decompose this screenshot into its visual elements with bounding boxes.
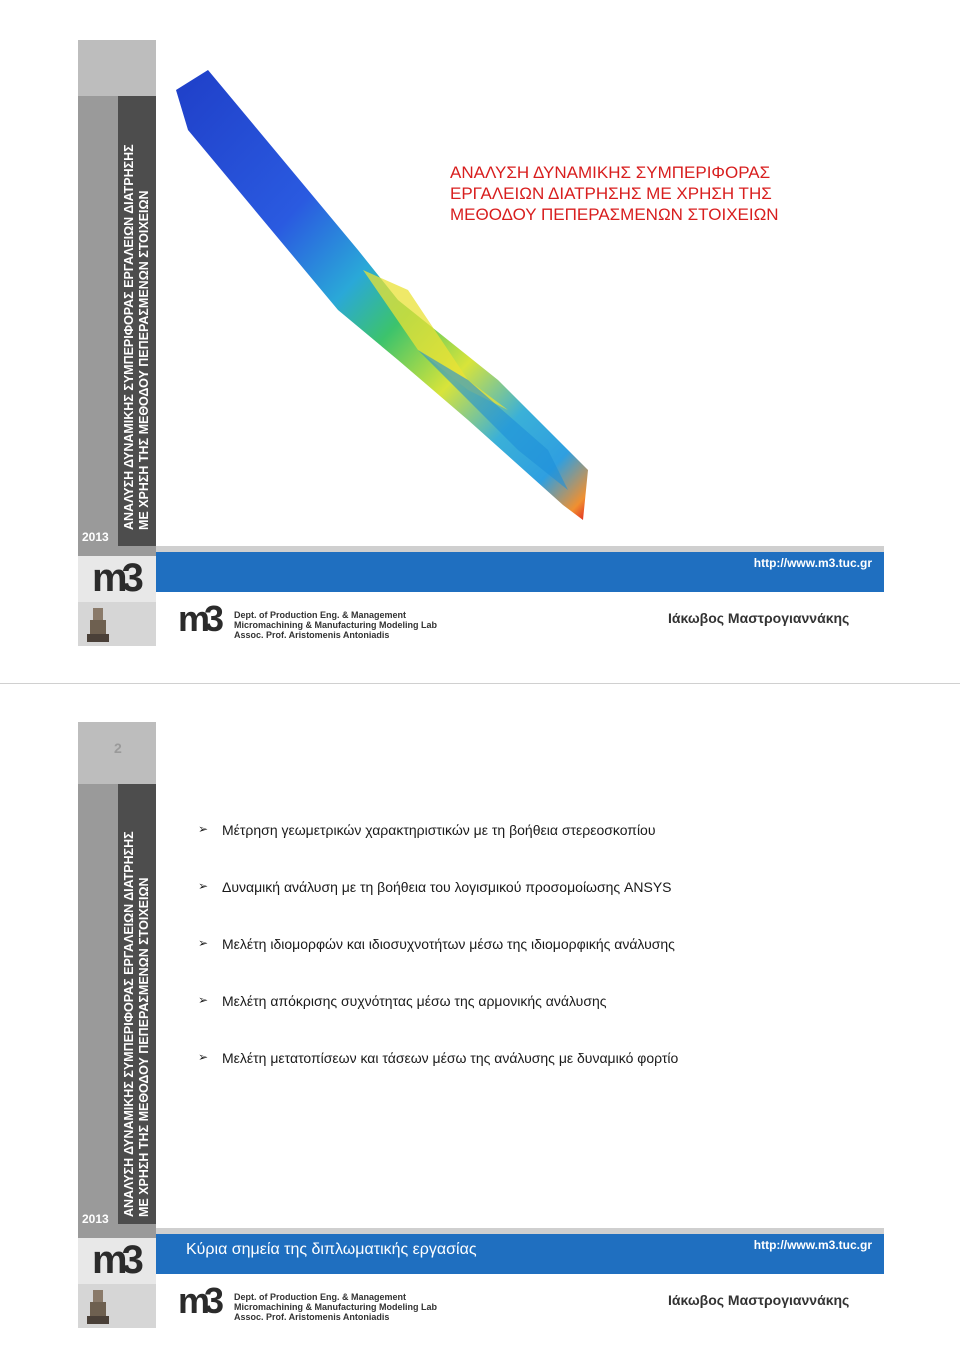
- vertical-title: [122, 144, 152, 530]
- sidebar-top-block: [78, 40, 156, 96]
- slide-number: 2: [114, 740, 122, 756]
- arrow-bullet-icon: ➢: [198, 822, 209, 836]
- author-name: Ιάκωβος Μαστρογιαννάκης: [668, 610, 850, 626]
- website-link[interactable]: http://www.m3.tuc.gr: [753, 556, 872, 570]
- vertical-title-line-2: ΜΕ ΧΡΗΣΗ ΤΗΣ ΜΕΘΟΔΟΥ ΠΕΠΕΡΑΣΜΕΝΩΝ ΣΤΟΙΧΕΙΩΝ: [137, 190, 151, 530]
- bullet-text: Μελέτη απόκρισης συχνότητας μέσω της αρμονικής ανάλυσης: [222, 993, 607, 1009]
- m3-logo-text: m3: [92, 1238, 138, 1282]
- dept-line-2: Micromachining & Manufacturing Modeling Lab: [234, 1302, 438, 1312]
- m3-logo: [92, 556, 138, 601]
- drill-fea-image: [168, 50, 688, 540]
- title-line-2: ΕΡΓΑΛΕΙΩΝ ΔΙΑΤΡΗΣΗΣ ΜΕ ΧΡΗΣΗ ΤΗΣ: [450, 184, 772, 203]
- statue-tile: [78, 602, 156, 646]
- dept-info: [234, 1292, 437, 1322]
- bullet-list: [198, 822, 878, 1107]
- arrow-bullet-icon: ➢: [198, 1050, 209, 1064]
- year-label: 2013: [82, 1212, 109, 1226]
- bullet-text: Μέτρηση γεωμετρικών χαρακτηριστικών με τη βοήθεια στερεοσκοπίου: [222, 822, 656, 838]
- bullet-item: [198, 936, 878, 993]
- footer-top-stripe: [156, 546, 884, 552]
- footer-blue-bar: [156, 546, 884, 592]
- logo-tile: [78, 1238, 156, 1284]
- vertical-title-line-2: ΜΕ ΧΡΗΣΗ ΤΗΣ ΜΕΘΟΔΟΥ ΠΕΠΕΡΑΣΜΕΝΩΝ ΣΤΟΙΧΕΙΩΝ: [137, 877, 151, 1217]
- footer-m3-logo: [178, 598, 218, 640]
- arrow-bullet-icon: ➢: [198, 993, 209, 1007]
- dept-line-1: Dept. of Production Eng. & Management: [234, 1292, 407, 1302]
- footer-blue-bar: [156, 1228, 884, 1274]
- bullet-item: [198, 879, 878, 936]
- slide-2: [78, 722, 884, 1328]
- slide-1: [78, 40, 884, 646]
- arrow-bullet-icon: ➢: [198, 936, 209, 950]
- drill-flute-2: [418, 350, 568, 490]
- statue-icon: [84, 604, 114, 644]
- vertical-title-line-1: ΑΝΑΛΥΣΗ ΔΥΝΑΜΙΚΗΣ ΣΥΜΠΕΡΙΦΟΡΑΣ ΕΡΓΑΛΕΙΩΝ ΔΙΑΤΡΗΣΗΣ: [122, 144, 136, 530]
- bullet-item: [198, 822, 878, 879]
- author-name: Ιάκωβος Μαστρογιαννάκης: [668, 1292, 850, 1308]
- bullet-item: [198, 993, 878, 1050]
- dept-line-2: Micromachining & Manufacturing Modeling Lab: [234, 620, 438, 630]
- bullet-text: Μελέτη μετατοπίσεων και τάσεων μέσω της ανάλυσης με δυναμικό φορτίο: [222, 1050, 679, 1066]
- footer-m3-logo: [178, 1280, 218, 1322]
- bullet-item: [198, 1050, 878, 1107]
- dept-line-1: Dept. of Production Eng. & Management: [234, 610, 407, 620]
- statue-tile: [78, 1284, 156, 1328]
- footer-section-label: Κύρια σημεία της διπλωματικής εργασίας: [186, 1241, 477, 1258]
- footer-m3-logo-text: m3: [178, 598, 219, 639]
- statue-icon: [84, 1286, 114, 1326]
- page-separator: [0, 683, 960, 684]
- vertical-title-line-1: ΑΝΑΛΥΣΗ ΔΥΝΑΜΙΚΗΣ ΣΥΜΠΕΡΙΦΟΡΑΣ ΕΡΓΑΛΕΙΩΝ ΔΙΑΤΡΗΣΗΣ: [122, 831, 136, 1217]
- m3-logo: [92, 1238, 138, 1283]
- year-label: 2013: [82, 530, 109, 544]
- sidebar: [78, 722, 156, 1328]
- footer-top-stripe: [156, 1228, 884, 1234]
- vertical-title: [122, 831, 152, 1217]
- arrow-bullet-icon: ➢: [198, 879, 209, 893]
- website-link[interactable]: http://www.m3.tuc.gr: [753, 1238, 872, 1252]
- footer-m3-logo-text: m3: [178, 1280, 219, 1321]
- bullet-text: Δυναμική ανάλυση με τη βοήθεια του λογισμικού προσομοίωσης ANSYS: [222, 879, 672, 895]
- dept-line-3: Assoc. Prof. Aristomenis Antoniadis: [234, 630, 390, 640]
- dept-line-3: Assoc. Prof. Aristomenis Antoniadis: [234, 1312, 390, 1322]
- bullet-text: Μελέτη ιδιομορφών και ιδιοσυχνοτήτων μέσω της ιδιομορφικής ανάλυσης: [222, 936, 675, 952]
- dept-info: [234, 610, 437, 640]
- logo-tile: [78, 556, 156, 602]
- title-line-1: ΑΝΑΛΥΣΗ ΔΥΝΑΜΙΚΗΣ ΣΥΜΠΕΡΙΦΟΡΑΣ: [450, 163, 771, 182]
- sidebar: [78, 40, 156, 646]
- m3-logo-text: m3: [92, 556, 138, 600]
- presentation-title: [450, 162, 779, 225]
- sidebar-top-block: [78, 722, 156, 784]
- title-line-3: ΜΕΘΟΔΟΥ ΠΕΠΕΡΑΣΜΕΝΩΝ ΣΤΟΙΧΕΙΩΝ: [450, 205, 779, 224]
